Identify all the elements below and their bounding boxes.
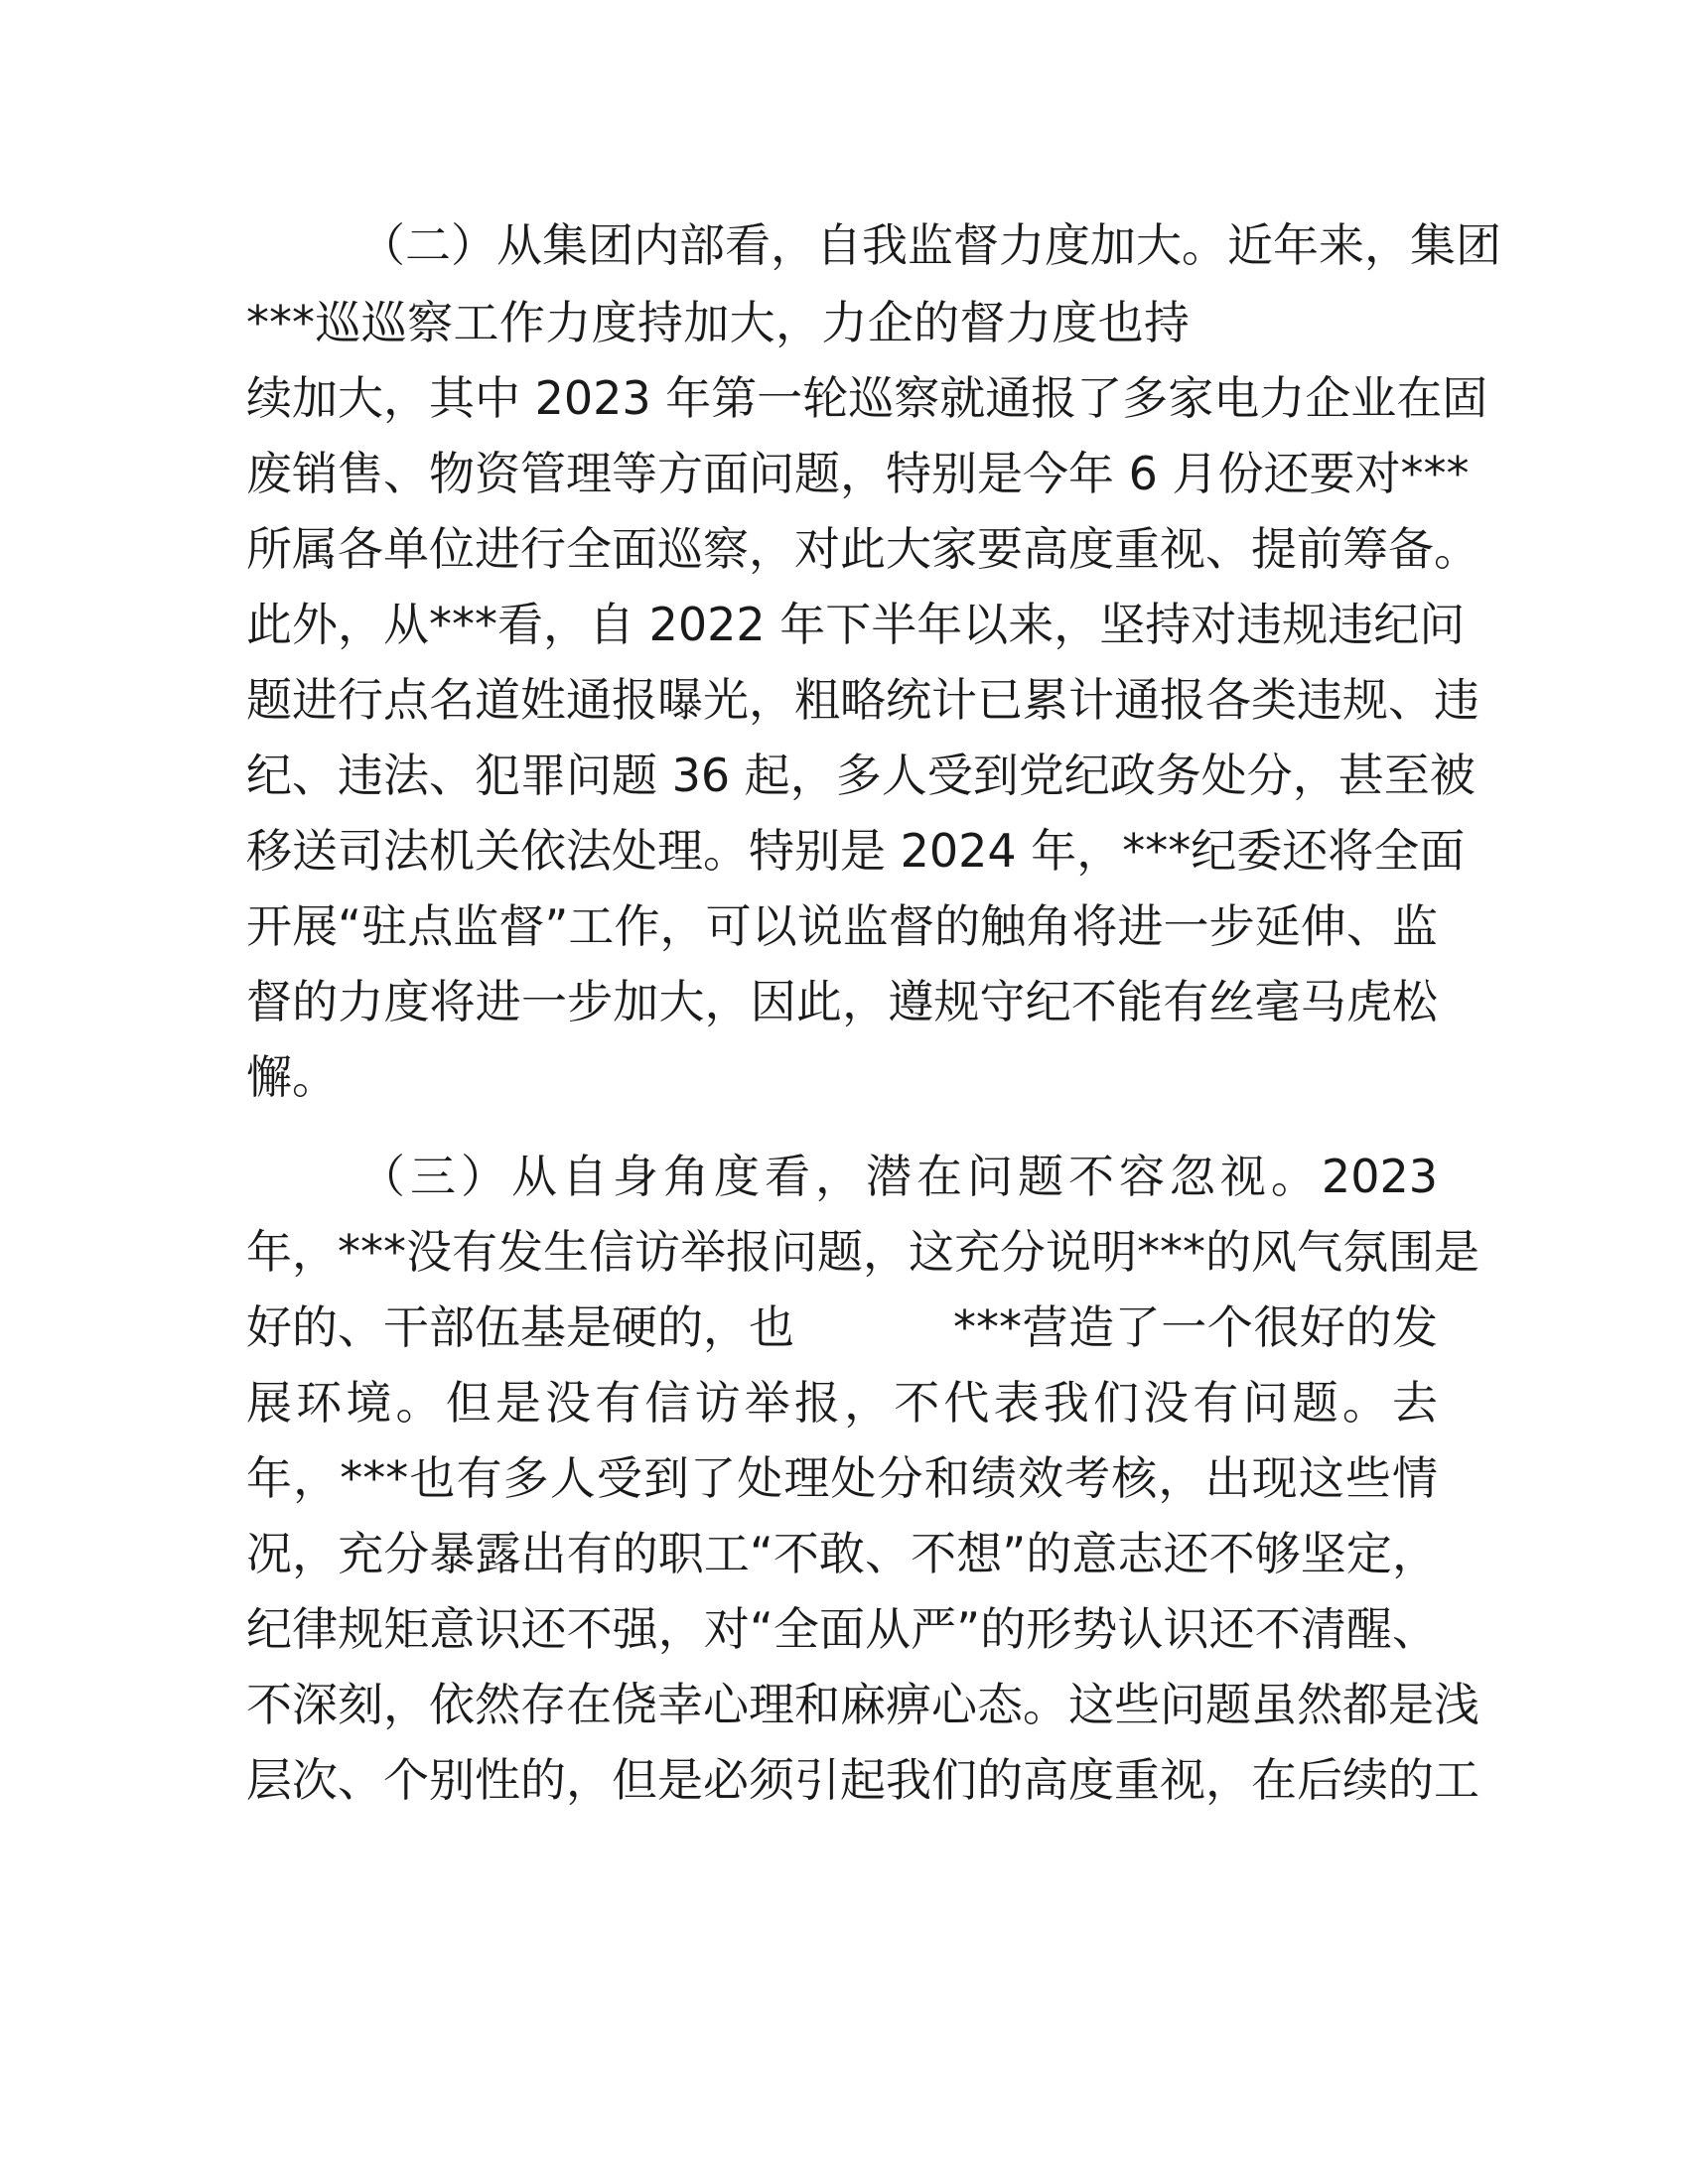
text-line: 开展“驻点监督”工作，可以说监督的触角将进一步延伸、监	[246, 899, 1438, 953]
text-line: 纪、违法、犯罪问题 36 起，多人受到党纪政务处分，甚至被	[246, 749, 1476, 802]
text-line: 层次、个别性的，但是必须引起我们的高度重视，在后续的工	[246, 1753, 1479, 1807]
text-line: ***营造了一个很好的发	[953, 1300, 1438, 1354]
text-line: 所属各单位进行全面巡察，对此大家要高度重视、提前筹备。	[246, 522, 1479, 576]
text-line: 年，***也有多人受到了处理处分和绩效考核，出现这些情	[246, 1451, 1438, 1505]
text-line: 移送司法机关依法处理。特别是 2024 年，***纪委还将全面	[246, 824, 1466, 878]
text-line: 续加大，其中 2023 年第一轮巡察就通报了多家电力企业在固	[246, 371, 1488, 425]
text-line: （二）从集团内部看，自我监督力度加大。近年来，集团	[359, 218, 1501, 272]
text-line: ***巡巡察工作力度持加大，力企的督力度也持	[246, 296, 1190, 349]
text-line: 废销售、物资管理等方面问题，特别是今年 6 月份还要对***	[246, 447, 1470, 500]
text-line: 好的、干部伍基是硬的，也	[246, 1300, 794, 1354]
text-line: 年，***没有发生信访举报问题，这充分说明***的风气氛围是	[246, 1225, 1479, 1279]
text-line: 督的力度将进一步加大，因此，遵规守纪不能有丝毫马虎松	[246, 975, 1438, 1028]
text-line: （三）从自身角度看，潜在问题不容忽视。2023	[359, 1150, 1438, 1203]
text-line: 题进行点名道姓通报曝光，粗略统计已累计通报各类违规、违	[246, 673, 1479, 727]
text-line: 展环境。但是没有信访举报，不代表我们没有问题。去	[246, 1376, 1438, 1430]
text-line: 不深刻，依然存在侥幸心理和麻痹心态。这些问题虽然都是浅	[246, 1678, 1479, 1731]
text-line: 懈。	[246, 1050, 338, 1104]
text-line: 纪律规矩意识还不强，对“全面从严”的形势认识还不清醒、	[246, 1602, 1438, 1656]
text-line: 此外，从***看，自 2022 年下半年以来，坚持对违规违纪问	[246, 598, 1466, 651]
text-line: 况，充分暴露出有的职工“不敢、不想”的意志还不够坚定，	[246, 1527, 1438, 1580]
